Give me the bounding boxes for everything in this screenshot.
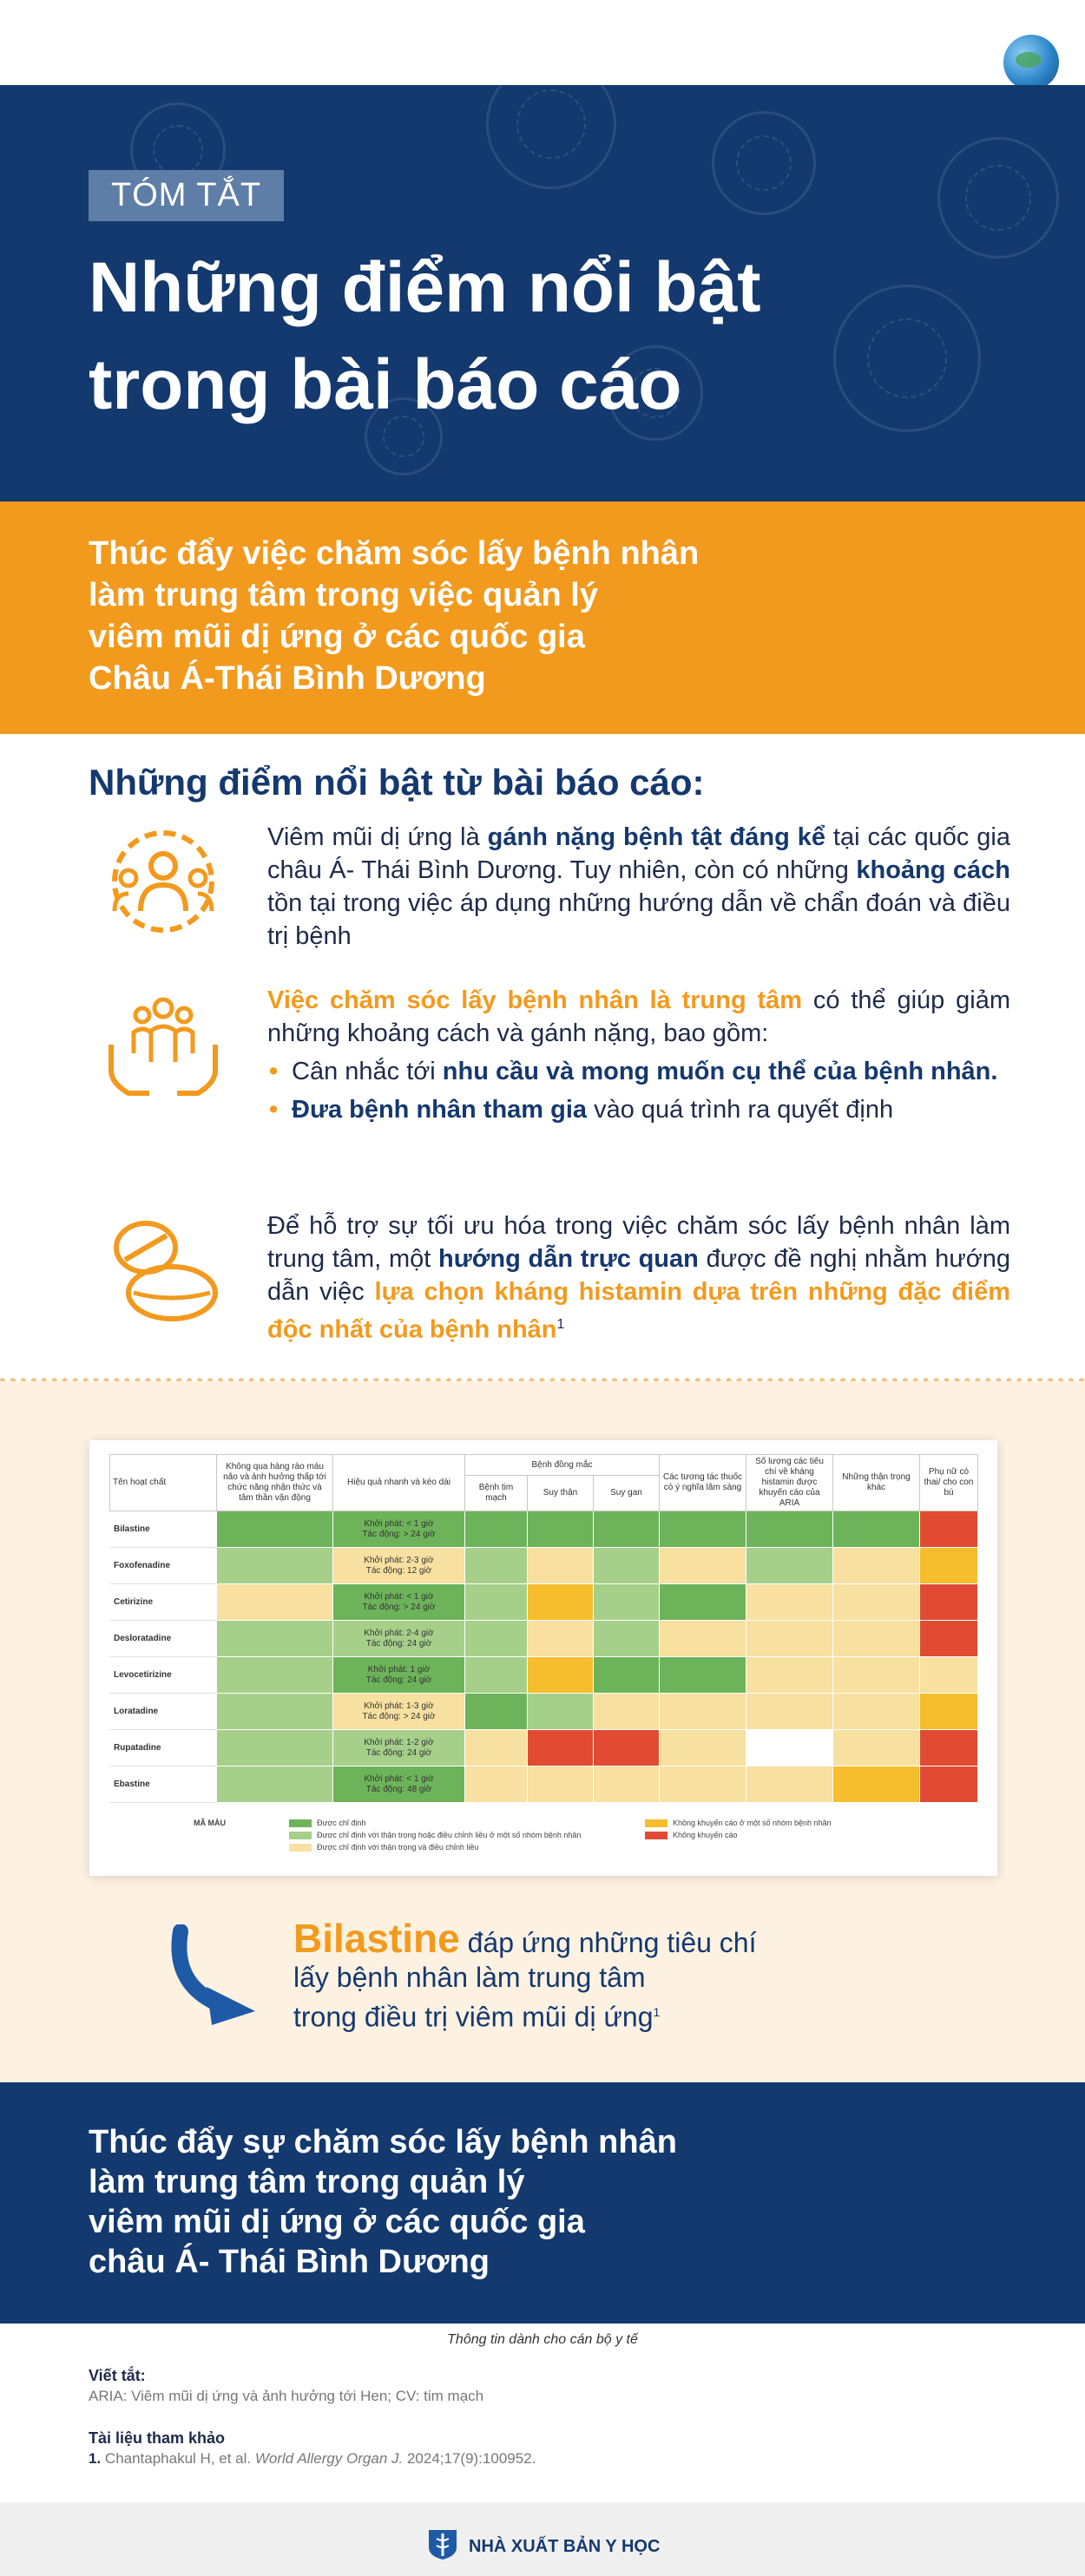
virus-decoration-icon [486, 85, 616, 189]
table-cell [660, 1657, 746, 1694]
onset-text: Khởi phát: < 1 giờ [364, 1518, 434, 1529]
table-cell [746, 1548, 833, 1584]
onset-text: Tác động: 24 giờ [365, 1747, 432, 1758]
table-cell [528, 1694, 594, 1730]
onset-text: Tác động: > 24 giờ [362, 1529, 436, 1539]
subtitle-line: viêm mũi dị ứng ở các quốc gia [89, 619, 585, 655]
legend-label: Được chỉ định với thận trọng hoặc điều chỉnh liều ở một số nhóm bệnh nhân [317, 1831, 582, 1839]
table-cell [594, 1511, 660, 1548]
subtitle-banner [0, 501, 1085, 734]
table-cell [660, 1766, 746, 1803]
drug-name: Levocetirizine [110, 1657, 217, 1694]
table-cell [920, 1657, 978, 1694]
table-cell [660, 1511, 746, 1548]
emphasis: hướng dẫn trực quan [438, 1245, 699, 1273]
table-cell [746, 1730, 833, 1766]
highlight-text [267, 1209, 1010, 1347]
table-cell [833, 1511, 920, 1548]
table-cell [465, 1511, 528, 1548]
table-cell [833, 1548, 920, 1584]
onset-text: Tác động: 24 giờ [365, 1675, 432, 1685]
header-other: Những thận trọng khác [833, 1455, 920, 1511]
legend-swatch [289, 1832, 312, 1839]
text-run: Để hỗ trợ sự tối ưu hóa trong việc chăm sóc lấy bệnh nhân làm trung tâm, một [267, 1212, 1010, 1273]
table-cell [746, 1694, 833, 1730]
bullet-item [267, 1093, 1010, 1126]
text-run: vào quá trình ra quyết định [587, 1096, 894, 1124]
table-cell [217, 1730, 333, 1766]
table-cell [594, 1730, 660, 1766]
legend-swatch [289, 1819, 312, 1827]
drug-name: Cetirizine [110, 1584, 217, 1621]
table-cell [465, 1657, 528, 1694]
subtitle-line: làm trung tâm trong việc quản lý [89, 577, 598, 613]
people-gear-icon [102, 821, 224, 942]
closing-line: viêm mũi dị ứng ở các quốc gia [89, 2204, 585, 2240]
table-cell [833, 1730, 920, 1766]
legend-swatch [645, 1819, 667, 1827]
table-cell [217, 1511, 333, 1548]
table-cell [465, 1730, 528, 1766]
table-cell [465, 1766, 528, 1803]
emphasis: lựa chọn kháng histamin dựa trên những đặc điểm độc nhất của bệnh nhân [267, 1278, 1010, 1344]
closing-line: làm trung tâm trong quản lý [89, 2164, 525, 2200]
header-interactions: Các tương tác thuốc có ý nghĩa lâm sàng [660, 1455, 746, 1511]
legend-label: Được chỉ định [317, 1819, 366, 1827]
table-cell [594, 1766, 660, 1803]
onset-cell [333, 1584, 465, 1621]
header-comorbid: Bệnh đồng mắc [465, 1455, 660, 1476]
bilastine-callout [293, 1916, 953, 2035]
onset-text: Tác động: > 24 giờ [362, 1602, 436, 1612]
curved-arrow-icon [165, 1924, 269, 2029]
legend-item [289, 1843, 478, 1852]
table-cell [465, 1548, 528, 1584]
text-run: Viêm mũi dị ứng là [267, 823, 488, 851]
text-run: tại các quốc gia châu Á- Thái Bình Dương. Tuy nhiên, còn có những [267, 823, 1011, 884]
highlights-title: Những điểm nổi bật từ bài báo cáo: [89, 762, 705, 803]
abbreviations-title: Viết tắt: [89, 2367, 146, 2384]
bullet-item [267, 1055, 1010, 1088]
reference-number: 1. [89, 2450, 102, 2467]
table-row [110, 1584, 978, 1621]
subtitle-line: Châu Á-Thái Bình Dương [89, 660, 486, 697]
table-row [110, 1511, 978, 1548]
footnote-marker: 1 [556, 1317, 565, 1332]
table-cell [465, 1584, 528, 1621]
callout-text: lấy bệnh nhân làm trung tâm [293, 1962, 646, 1993]
emphasis: Đưa bệnh nhân tham gia [292, 1096, 588, 1124]
callout-text: đáp ứng những tiêu chí [459, 1927, 757, 1958]
title-line: trong bài báo cáo [89, 345, 682, 424]
onset-text: Tác động: 24 giờ [365, 1638, 432, 1649]
table-cell [528, 1621, 594, 1657]
table-row [110, 1621, 978, 1657]
table-row [110, 1657, 978, 1694]
hands-family-icon [102, 984, 224, 1105]
reference-authors: Chantaphakul H, et al. [101, 2450, 255, 2467]
table-cell [528, 1548, 594, 1584]
onset-cell [333, 1548, 465, 1584]
globe-icon [1003, 35, 1059, 90]
drug-name: Ebastine [110, 1766, 217, 1803]
onset-text: Khởi phát: 1 giờ [367, 1664, 431, 1675]
table-cell [746, 1511, 833, 1548]
legend-label: Không khuyến cáo [673, 1831, 738, 1839]
table-cell [528, 1584, 594, 1621]
onset-text: Khởi phát: 1-3 giờ [364, 1701, 434, 1711]
closing-text [89, 2122, 870, 2282]
table-cell [920, 1766, 978, 1803]
table-cell [594, 1694, 660, 1730]
table-cell [594, 1584, 660, 1621]
table-row [110, 1730, 978, 1766]
legend-label: Không khuyến cáo ở một số nhóm bệnh nhân [673, 1819, 832, 1827]
emphasis: Việc chăm sóc lấy bệnh nhân là trung tâm [267, 986, 803, 1014]
table-cell [833, 1621, 920, 1657]
table-cell [920, 1584, 978, 1621]
table-cell [594, 1657, 660, 1694]
onset-text: Tác động: > 24 giờ [362, 1711, 436, 1721]
abbreviations-text: ARIA: Viêm mũi dị ứng và ảnh hưởng tới Hen; CV: tim mạch [89, 2388, 484, 2404]
closing-banner [0, 2082, 1085, 2324]
antihistamine-table-card [89, 1440, 997, 1876]
header-kidney: Suy thận [528, 1476, 594, 1511]
table-cell [217, 1584, 333, 1621]
text-run: Cân nhắc tới [292, 1058, 443, 1085]
callout-text: trong điều trị viêm mũi dị ứng [293, 2001, 654, 2033]
header-cardio: Bệnh tim mạch [465, 1476, 528, 1511]
table-cell [217, 1548, 333, 1584]
subtitle [89, 533, 870, 699]
pills-icon [102, 1209, 224, 1331]
text-run: được đề nghị nhằm hướng dẫn việc [267, 1245, 1011, 1306]
onset-text: Khởi phát: 2-3 giờ [364, 1555, 434, 1565]
table-cell [746, 1621, 833, 1657]
drug-name: Rupatadine [110, 1730, 217, 1766]
table-cell [217, 1694, 333, 1730]
audience-note: Thông tin dành cho cán bộ y tế [447, 2332, 638, 2347]
table-cell [528, 1657, 594, 1694]
onset-text: Khởi phát: 1-2 giờ [364, 1737, 434, 1747]
onset-text: Tác động: 12 giờ [365, 1565, 432, 1576]
title-line: Những điểm nổi bật [89, 248, 761, 327]
onset-text: Khởi phát: < 1 giờ [364, 1773, 434, 1784]
table-cell [528, 1730, 594, 1766]
table-cell [660, 1730, 746, 1766]
legend-label: Được chỉ định với thận trọng và điều chỉnh liều [317, 1843, 479, 1852]
legend-item [645, 1819, 832, 1827]
onset-cell [333, 1657, 465, 1694]
header-pregnancy: Phụ nữ có thai/ cho con bú [920, 1455, 978, 1511]
table-cell [920, 1511, 978, 1548]
legend-swatch [645, 1832, 667, 1839]
table-cell [920, 1548, 978, 1584]
table-cell [746, 1584, 833, 1621]
table-cell [660, 1548, 746, 1584]
virus-decoration-icon [712, 111, 816, 215]
text-run: tồn tại trong việc áp dụng những hướng dẫn về chẩn đoán và điều trị bệnh [267, 889, 1010, 950]
drug-name: Foxofenadine [110, 1548, 217, 1584]
table-cell [660, 1621, 746, 1657]
table-cell [528, 1766, 594, 1803]
onset-cell [333, 1621, 465, 1657]
reference-item [89, 2450, 536, 2468]
table-row [110, 1766, 978, 1803]
table-cell [746, 1657, 833, 1694]
table-cell [746, 1766, 833, 1803]
drug-name: Desloratadine [110, 1621, 217, 1657]
table-cell [660, 1694, 746, 1730]
references-title: Tài liệu tham khảo [89, 2429, 226, 2447]
highlight-text [267, 984, 1010, 1126]
footnote-marker: 1 [653, 2005, 661, 2019]
table-cell [833, 1766, 920, 1803]
drug-name: Loratadine [110, 1694, 217, 1730]
table-cell [920, 1694, 978, 1730]
closing-line: châu Á- Thái Bình Dương [89, 2244, 490, 2280]
table-row [110, 1548, 978, 1584]
onset-text: Tác động: 48 giờ [365, 1784, 432, 1794]
table-cell [660, 1584, 746, 1621]
table-cell [920, 1730, 978, 1766]
table-cell [217, 1657, 333, 1694]
table-cell [217, 1766, 333, 1803]
subtitle-line: Thúc đẩy việc chăm sóc lấy bệnh nhân [89, 535, 700, 572]
table-cell [833, 1657, 920, 1694]
header-cns: Không qua hàng rào máu não và ảnh hưởng thấp tới chức năng nhận thức và tâm thần vận động [217, 1455, 333, 1511]
onset-text: Khởi phát: < 1 giờ [364, 1591, 434, 1602]
drug-name: Bilastine [110, 1511, 217, 1548]
legend-item [645, 1831, 738, 1839]
emphasis: gánh nặng bệnh tật đáng kể [487, 823, 826, 851]
highlight-text [267, 821, 1010, 953]
table-cell [465, 1694, 528, 1730]
onset-cell [333, 1730, 465, 1766]
hero-banner [0, 85, 1085, 501]
bilastine-brand: Bilastine [293, 1916, 460, 1961]
header-name: Tên hoạt chất [110, 1455, 217, 1511]
page-title [89, 239, 957, 434]
table-cell [833, 1584, 920, 1621]
summary-tag: TÓM TẮT [89, 170, 284, 221]
header-aria: Số lượng các tiêu chí về kháng histamin được khuyến cáo của ARIA [746, 1455, 833, 1511]
header-onset: Hiệu quả nhanh và kéo dài [333, 1455, 465, 1511]
table-cell [833, 1694, 920, 1730]
table-row [110, 1694, 978, 1730]
table-cell [920, 1621, 978, 1657]
emphasis: nhu cầu và mong muốn cụ thể của bệnh nhân. [442, 1058, 998, 1085]
onset-cell [333, 1694, 465, 1730]
table-cell [465, 1621, 528, 1657]
top-strip [0, 0, 1085, 85]
reference-journal: World Allergy Organ J. [254, 2450, 404, 2467]
publisher-logo [425, 2527, 660, 2566]
text-run: có thể giúp giảm những khoảng cách và gánh nặng, bao gồm: [267, 986, 1010, 1047]
publisher-name: NHÀ XUẤT BẢN Y HỌC [469, 2536, 661, 2556]
antihistamine-table [109, 1454, 978, 1803]
legend-item [289, 1819, 365, 1827]
legend-swatch [289, 1844, 312, 1852]
table-cell [594, 1621, 660, 1657]
onset-cell [333, 1766, 465, 1803]
onset-cell [333, 1511, 465, 1548]
footer [0, 2502, 1085, 2576]
table-cell [594, 1548, 660, 1584]
table-cell [528, 1511, 594, 1548]
reference-details: 2024;17(9):100952. [403, 2450, 536, 2467]
legend-item [289, 1831, 581, 1839]
emphasis: khoảng cách [856, 856, 1010, 884]
header-liver: Suy gan [594, 1476, 660, 1511]
closing-line: Thúc đẩy sự chăm sóc lấy bệnh nhân [89, 2124, 677, 2160]
caduceus-icon [425, 2527, 460, 2566]
legend-title: MÃ MÀU [194, 1819, 226, 1827]
onset-text: Khởi phát: 2-4 giờ [364, 1628, 434, 1638]
table-cell [217, 1621, 333, 1657]
